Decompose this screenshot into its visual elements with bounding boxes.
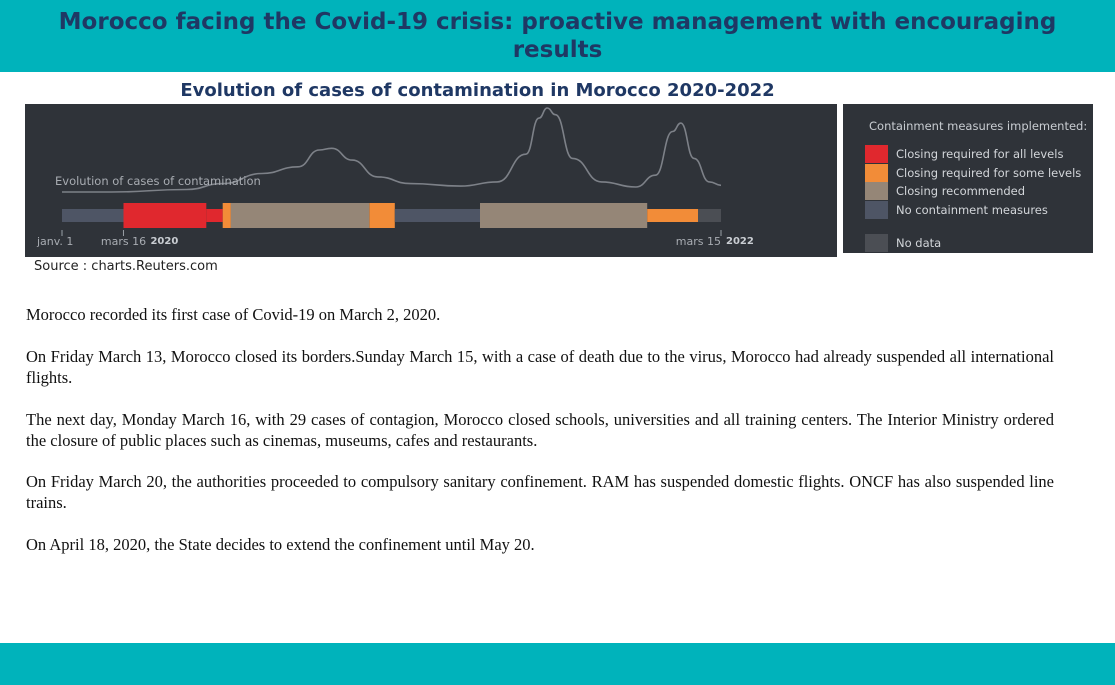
paragraph-first-case: Morocco recorded its first case of Covid-19 on March 2, 2020. (26, 305, 441, 324)
measure-segment (698, 209, 721, 222)
title-banner (0, 0, 1115, 72)
legend-item-all-levels (865, 145, 1063, 163)
chart-title: Evolution of cases of contamination in Morocco 2020-2022 (180, 80, 775, 101)
legend-item-no-measures (865, 201, 1048, 219)
measure-segment (206, 209, 222, 222)
chart-svg (25, 104, 837, 257)
x-tick-year: 2020 (150, 236, 179, 247)
x-tick-label: janv. 1 (37, 235, 74, 248)
x-axis (36, 230, 754, 248)
legend-label: Closing required for all levels (896, 147, 1064, 161)
x-tick-label: mars 16 (100, 235, 147, 248)
line-layer (55, 108, 721, 192)
legend-label: Closing required for some levels (896, 166, 1082, 180)
series-label: Evolution of cases of contamination (55, 174, 261, 188)
legend-item-some-levels (865, 164, 1081, 182)
legend-swatch (865, 182, 888, 200)
x-tick-label: mars 15 (675, 235, 721, 248)
measure-segment (369, 203, 394, 228)
legend-panel (843, 104, 1093, 253)
measure-segment (395, 209, 480, 222)
paragraph-extension: On April 18, 2020, the State decides to extend the confinement until May 20. (26, 535, 535, 554)
legend-header: Containment measures implemented: (869, 119, 1088, 133)
legend-item-no-data (865, 234, 941, 252)
legend-swatch (865, 234, 888, 252)
legend-label: Closing recommended (896, 184, 1026, 198)
footer-band (0, 643, 1115, 685)
legend-swatch (865, 164, 888, 182)
measure-segment (231, 203, 369, 228)
measures-bar (62, 203, 721, 228)
chart-panel (25, 104, 837, 257)
measure-segment (62, 209, 124, 222)
measure-segment (647, 209, 698, 222)
page-title: Morocco facing the Covid-19 crisis: proactive management with encouraging results (58, 9, 1057, 63)
legend-label: No data (896, 236, 942, 250)
source-note: Source : charts.Reuters.com (34, 259, 218, 274)
measure-segment (480, 203, 647, 228)
legend-item-recommended (865, 182, 1025, 200)
measure-segment (223, 203, 231, 228)
legend-label: No containment measures (896, 203, 1048, 217)
paragraph-confinement: On Friday March 20, the authorities proceeded to compulsory sanitary confinement. RAM has suspended domestic flights. ONCF has also suspended line trains. (26, 472, 1054, 512)
measure-segment (124, 203, 207, 228)
legend-swatch (865, 201, 888, 219)
paragraph-schools: The next day, Monday March 16, with 29 cases of contagion, Morocco closed schools, universities and all training centers. The Interior Ministry ordered the closure of public places such as cinemas, museums, cafes and restaurants. (26, 410, 1054, 450)
x-tick-year: 2022 (726, 236, 754, 247)
paragraph-borders: On Friday March 13, Morocco closed its borders.Sunday March 15, with a case of death due to the virus, Morocco had already suspended all international flights. (26, 347, 1054, 387)
legend-swatch (865, 145, 888, 163)
